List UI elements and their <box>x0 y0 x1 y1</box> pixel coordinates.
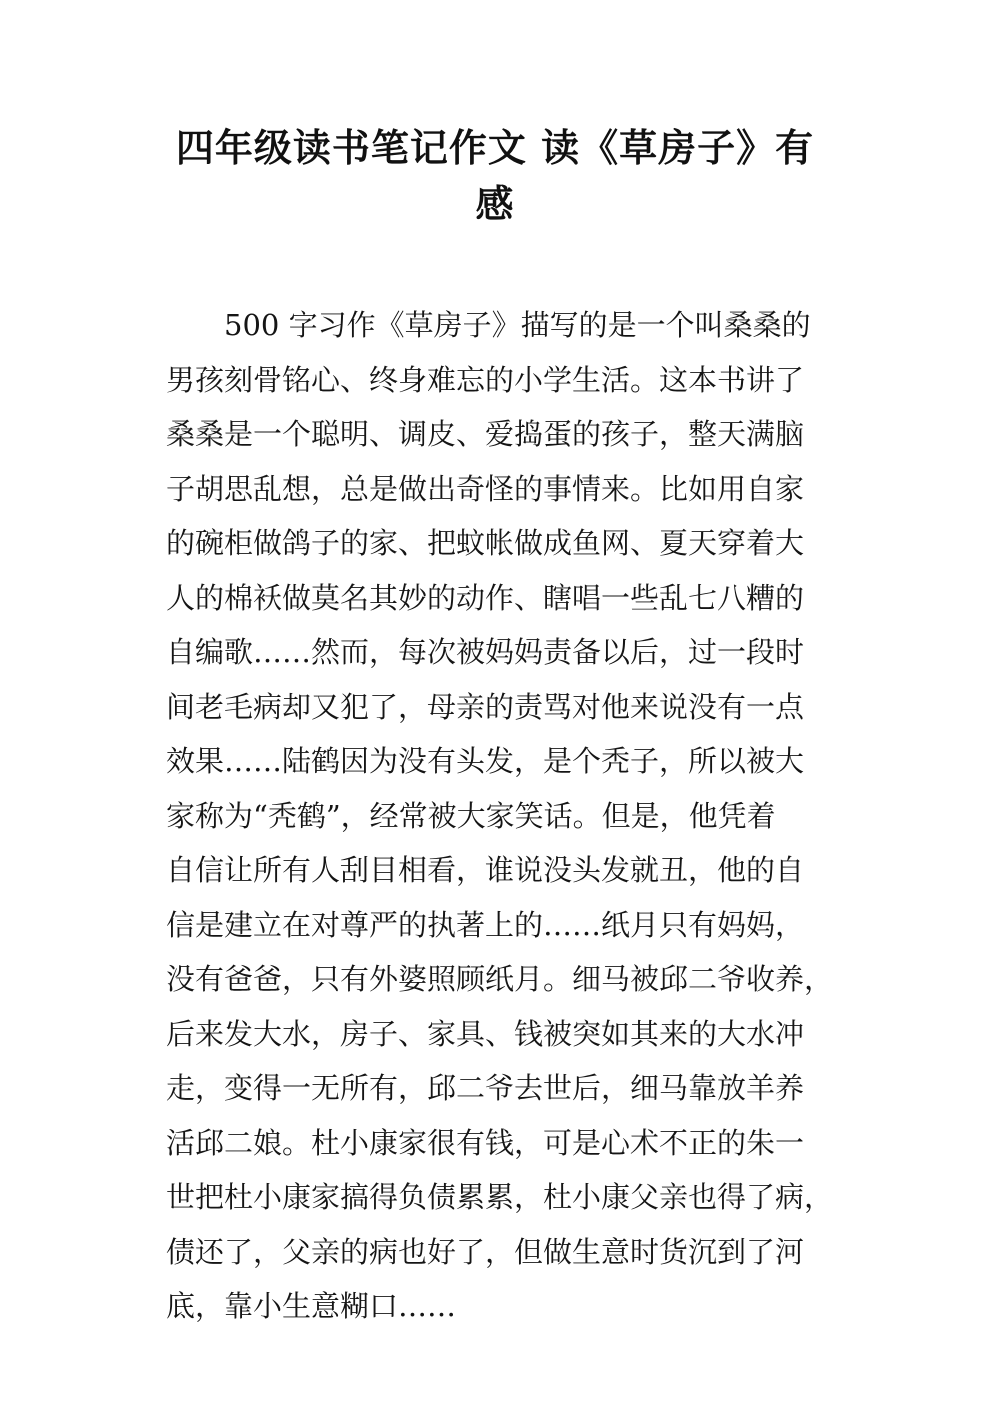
text-line: 没有爸爸，只有外婆照顾纸月。细马被邱二爷收养， <box>166 962 834 996</box>
text-line: 债还了，父亲的病也好了，但做生意时货沉到了河 <box>166 1234 805 1269</box>
text-line: 自编歌……然而，每次被妈妈责备以后，过一段时 <box>166 635 805 669</box>
text-line: 走，变得一无所有，邱二爷去世后，细马靠放羊养 <box>166 1071 805 1105</box>
text-line: 活邱二娘。杜小康家很有钱，可是心术不正的朱一 <box>166 1125 805 1160</box>
text-line: 后来发大水，房子、家具、钱被突如其来的大水冲 <box>166 1016 805 1051</box>
text-line: 500 字习作《草房子》描写的是一个叫桑桑的 <box>224 308 811 342</box>
document-title <box>150 120 840 232</box>
body-paragraph <box>166 298 834 1334</box>
text-line: 人的棉袄做莫名其妙的动作、瞎唱一些乱七八糟的 <box>166 580 805 615</box>
title-line-1: 四年级读书笔记作文 读《草房子》有 <box>175 126 815 170</box>
text-line: 桑桑是一个聪明、调皮、爱捣蛋的孩子，整天满脑 <box>166 417 805 451</box>
text-line: 自信让所有人刮目相看，谁说没头发就丑，他的自 <box>166 853 805 887</box>
text-line: 间老毛病却又犯了，母亲的责骂对他来说没有一点 <box>166 689 805 724</box>
text-line: 底，靠小生意糊口…… <box>166 1289 457 1323</box>
text-line: 效果……陆鹤因为没有头发，是个秃子，所以被大 <box>166 744 805 778</box>
title-line-2: 感 <box>475 182 515 226</box>
text-line: 的碗柜做鸽子的家、把蚊帐做成鱼网、夏天穿着大 <box>166 526 805 560</box>
text-line: 男孩刻骨铭心、终身难忘的小学生活。这本书讲了 <box>166 362 805 397</box>
text-line: 信是建立在对尊严的执著上的……纸月只有妈妈， <box>166 907 805 942</box>
text-line: 子胡思乱想，总是做出奇怪的事情来。比如用自家 <box>166 471 805 506</box>
text-line: 家称为“秃鹤”，经常被大家笑话。但是，他凭着 <box>166 798 776 833</box>
text-line: 世把杜小康家搞得负债累累，杜小康父亲也得了病， <box>166 1180 834 1214</box>
